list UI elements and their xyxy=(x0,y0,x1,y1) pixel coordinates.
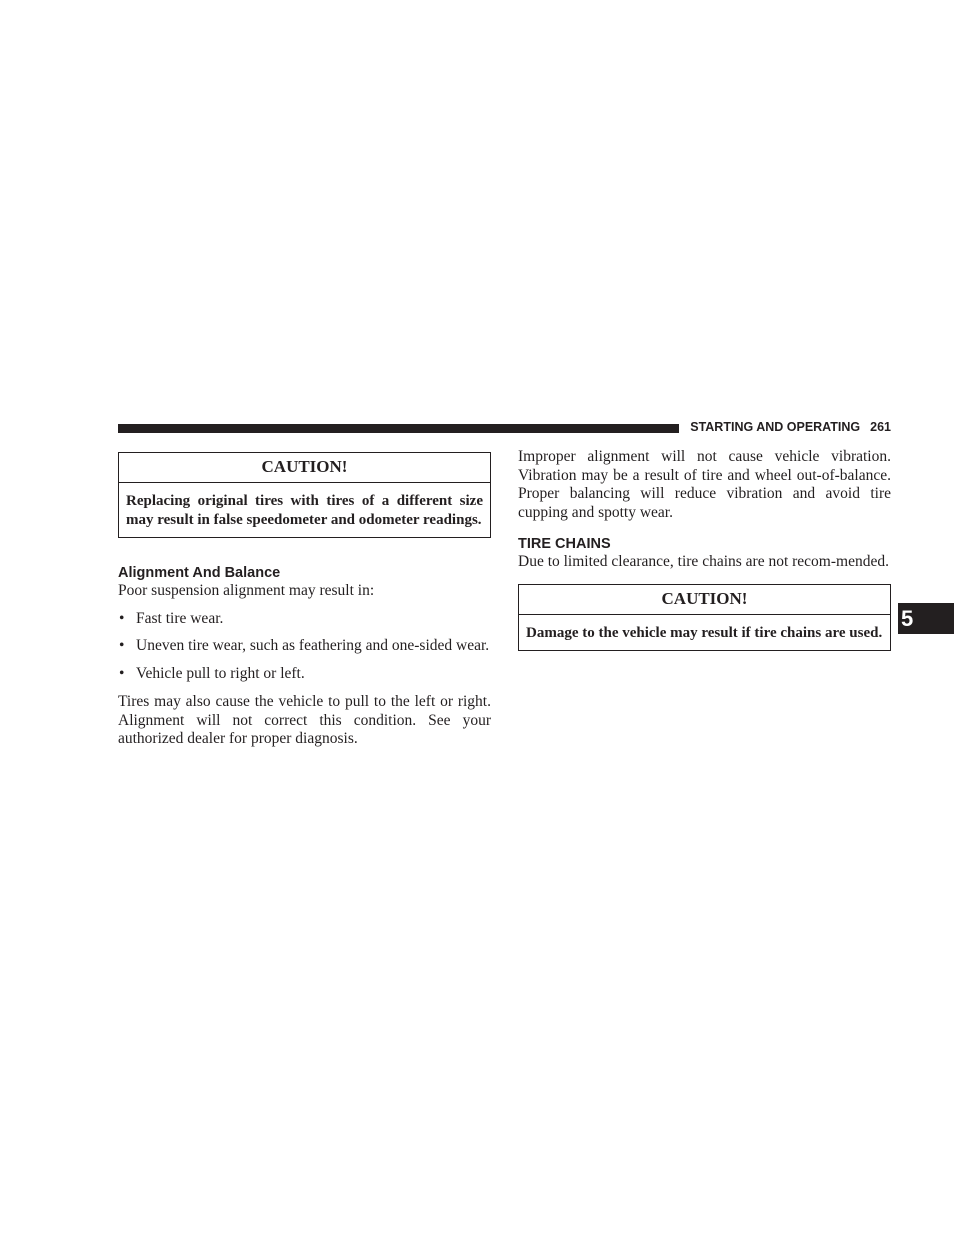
right-column xyxy=(518,448,891,651)
chapter-tab: 5 xyxy=(898,603,954,634)
caution-body: Replacing original tires with tires of a different size may result in false speedometer and odometer readings. xyxy=(126,493,483,528)
page-number: 261 xyxy=(870,420,891,434)
alignment-bullet-list xyxy=(118,610,491,684)
section-title: STARTING AND OPERATING xyxy=(690,420,861,434)
list-item: • Vehicle pull to right or left. xyxy=(119,665,305,683)
alignment-paragraph: Tires may also cause the vehicle to pull to the left or right. Alignment will not correct this condition. See your authorized dealer for proper diagnosis. xyxy=(118,692,491,748)
caution-box-tires xyxy=(118,452,491,538)
running-header xyxy=(688,420,891,434)
vibration-paragraph: Improper alignment will not cause vehicle vibration. Vibration may be a result of tire and wheel out-of-balance. Proper balancing will reduce vibration and avoid tire cupping and spotty wear. xyxy=(518,448,891,522)
left-column xyxy=(118,452,491,749)
list-item: • Fast tire wear. xyxy=(119,609,224,627)
caution-title: CAUTION! xyxy=(519,585,890,615)
alignment-intro: Poor suspension alignment may result in: xyxy=(118,582,375,599)
caution-body: Damage to the vehicle may result if tire chains are used. xyxy=(526,624,883,641)
bullet-icon: • xyxy=(119,665,125,683)
header-rule xyxy=(118,424,679,433)
section-heading-tire-chains: TIRE CHAINS xyxy=(518,535,611,552)
caution-box-chains xyxy=(518,584,891,651)
section-heading-alignment: Alignment And Balance xyxy=(118,565,281,581)
list-item: • Uneven tire wear, such as feathering and one-sided wear. xyxy=(119,637,490,655)
tire-chains-paragraph: Due to limited clearance, tire chains are not recom-mended. xyxy=(518,552,889,570)
bullet-icon: • xyxy=(119,609,125,627)
caution-title: CAUTION! xyxy=(119,453,490,483)
bullet-icon: • xyxy=(119,637,125,655)
